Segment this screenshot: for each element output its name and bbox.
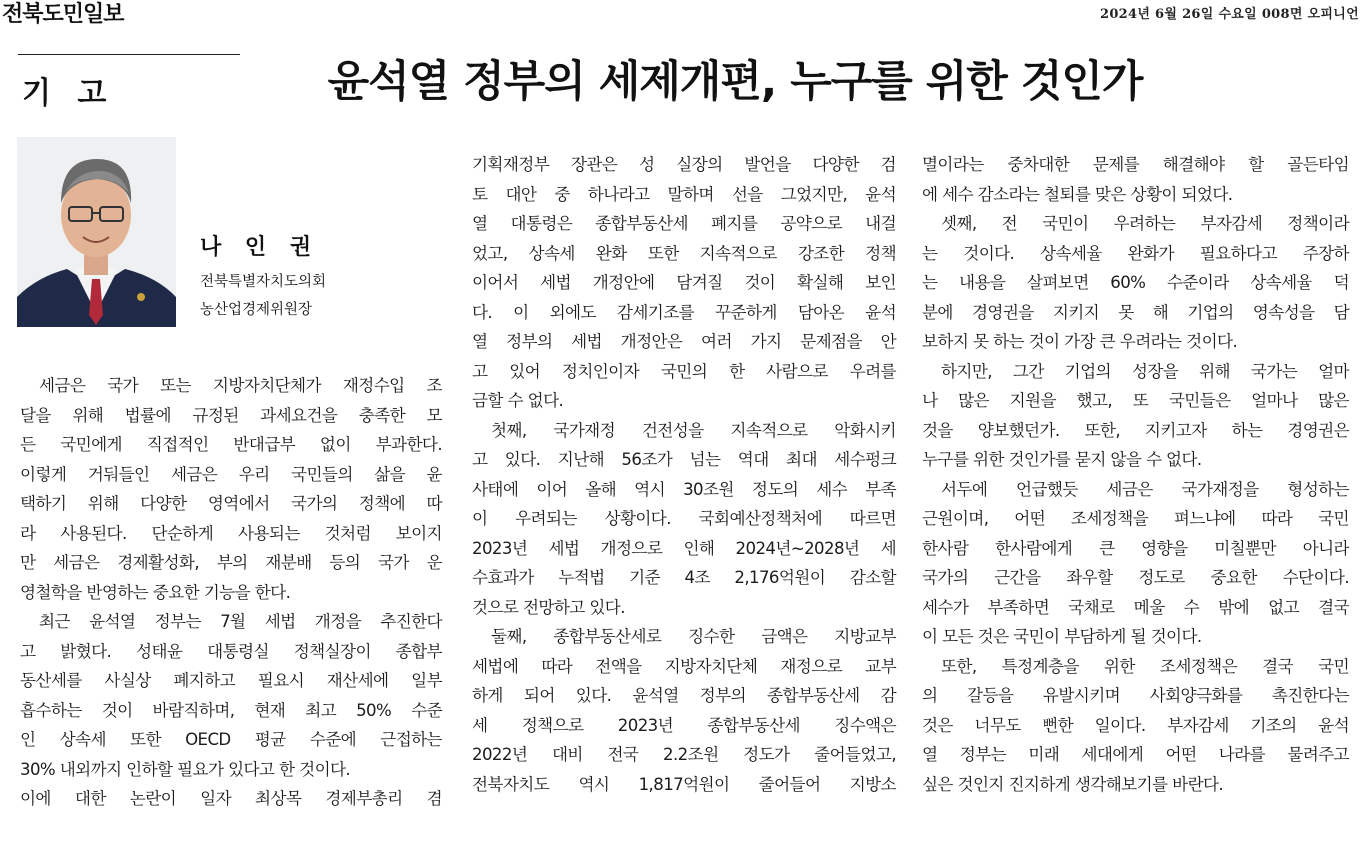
article-text-line: 사태에 이어 올해 역시 30조원 정도의 세수 부족	[472, 479, 896, 499]
article-column-1	[20, 371, 442, 814]
article-text-line: 달을 위해 법률에 규정된 과세요건을 충족한 모	[20, 405, 442, 425]
article-text-line: 하지만, 그간 기업의 성장을 위해 국가는 얼마	[941, 361, 1349, 381]
article-text-line: 국가의 근간을 좌우할 정도로 중요한 수단이다.	[922, 568, 1349, 587]
article-text-line: 것으로 전망하고 있다.	[472, 597, 625, 617]
article-text-line: 세수가 부족하면 국채로 메울 수 밖에 없고 결국	[922, 597, 1349, 617]
article-text-line: 싶은 것인지 진지하게 생각해보기를 바란다.	[922, 774, 1224, 794]
article-text-line: 었고, 상속세 완화 또한 지속적으로 강조한 정책	[472, 243, 896, 263]
issue-info: 2024년 6월 26일 수요일 008면 오피니언	[1099, 7, 1359, 22]
article-text-line: 열 정부는 미래 세대에게 어떤 나라를 물려주고	[922, 745, 1349, 764]
article-text-line: 2023년 세법 개정으로 인해 2024년~2028년 세	[472, 538, 896, 558]
article-text-line: 것은 너무도 뻔한 일이다. 부자감세 기조의 윤석	[922, 715, 1349, 735]
newspaper-logo: 전북도민일보	[2, 1, 124, 27]
article-text-line: 인 상속세 또한 OECD 평균 수준에 근접하는	[20, 730, 442, 749]
article-text-line: 전북자치도 역시 1,817억원이 줄어들어 지방소	[472, 774, 896, 794]
article-text-line: 이에 대한 논란이 일자 최상목 경제부총리 겸	[20, 789, 442, 808]
article-text-line: 라 사용된다. 단순하게 사용되는 것처럼 보이지	[20, 523, 442, 543]
article-text-line: 한사람 한사람에게 큰 영향을 미칠뿐만 아니라	[922, 538, 1349, 558]
article-text-line: 영철학을 반영하는 중요한 기능을 한다.	[20, 582, 291, 602]
article-text-line: 또한, 특정계층을 위한 조세정책은 결국 국민	[941, 656, 1349, 676]
section-label: 기 고	[22, 76, 115, 111]
article-text-line: 열 정부의 세법 개정안은 여러 가지 문제점을 안	[472, 332, 896, 351]
article-text-line: 의 갈등을 유발시키며 사회양극화를 촉진한다는	[922, 686, 1349, 705]
article-text-line: 열 대통령은 종합부동산세 폐지를 공약으로 내걸	[472, 214, 896, 233]
article-text-line: 이렇게 거둬들인 세금은 우리 국민들의 삶을 윤	[20, 464, 442, 484]
article-text-line: 고 있어 정치인이자 국민의 한 사람으로 우려를	[472, 361, 896, 381]
author-portrait-image	[17, 137, 176, 327]
article-text-line: 보하지 못 하는 것이 가장 큰 우려라는 것이다.	[922, 332, 1238, 351]
article-text-line: 기획재정부 장관은 성 실장의 발언을 다양한 검	[472, 155, 896, 174]
article-column-3	[922, 150, 1349, 799]
article-text-line: 든 국민에게 직접적인 반대급부 없이 부과한다.	[20, 435, 442, 454]
author-title	[200, 268, 326, 324]
article-text-line: 세 정책으로 2023년 종합부동산세 징수액은	[472, 715, 896, 735]
article-text-line: 것을 양보했던가. 또한, 지키고자 하는 경영권은	[922, 420, 1349, 440]
article-text-line: 나 많은 지원을 했고, 또 국민들은 얼마나 많은	[922, 391, 1349, 410]
author-title-line: 전북특별자치도의회	[200, 274, 327, 290]
article-text-line: 첫째, 국가재정 건전성을 지속적으로 악화시키	[491, 420, 896, 440]
article-text-line: 하게 되어 있다. 윤석열 정부의 종합부동산세 감	[472, 686, 896, 705]
article-text-line: 토 대안 중 하나라고 말하며 선을 그었지만, 윤석	[472, 184, 896, 204]
article-text-line: 세금은 국가 또는 지방자치단체가 재정수입 조	[39, 376, 442, 395]
article-text-line: 이어서 세법 개정안에 담겨질 것이 확실해 보인	[472, 273, 896, 292]
article-text-line: 택하기 위해 다양한 영역에서 국가의 정책에 따	[20, 494, 442, 513]
article-text-line: 2022년 대비 전국 2.2조원 정도가 줄어들었고,	[472, 745, 896, 764]
article-text-line: 만 세금은 경제활성화, 부의 재분배 등의 국가 운	[20, 553, 442, 572]
article-text-line: 최근 윤석열 정부는 7월 세법 개정을 추진한다	[39, 612, 442, 631]
article-text-line: 수효과가 누적법 기준 4조 2,176억원이 감소할	[472, 568, 896, 587]
article-column-2	[472, 150, 896, 799]
article-text-line: 둘째, 종합부동산세로 징수한 금액은 지방교부	[491, 627, 896, 646]
article-text-line: 근원이며, 어떤 조세정책을 펴느냐에 따라 국민	[922, 509, 1349, 528]
article-text-line: 이 모든 것은 국민이 부담하게 될 것이다.	[922, 627, 1202, 646]
article-text-line: 누구를 위한 것인가를 묻지 않을 수 없다.	[922, 450, 1202, 469]
article-text-line: 금할 수 없다.	[472, 391, 564, 410]
article-text-line: 멸이라는 중차대한 문제를 해결해야 할 골든타임	[922, 155, 1349, 174]
article-text-line: 에 세수 감소라는 철퇴를 맞은 상황이 되었다.	[922, 184, 1233, 204]
article-text-line: 30% 내외까지 인하할 필요가 있다고 한 것이다.	[20, 759, 351, 779]
author-title-line: 농산업경제위원장	[200, 302, 313, 318]
article-text-line: 고 밝혔다. 성태윤 대통령실 정책실장이 종합부	[20, 641, 442, 661]
masthead	[0, 0, 1367, 28]
article-text-line: 셋째, 전 국민이 우려하는 부자감세 정책이라	[941, 214, 1349, 233]
article-text-line: 는 내용을 살펴보면 60% 수준이라 상속세율 덕	[922, 273, 1349, 292]
article-text-line: 흡수하는 것이 바람직하며, 현재 최고 50% 수준	[20, 700, 442, 720]
article-text-line: 고 있다. 지난해 56조가 넘는 역대 최대 세수펑크	[472, 450, 896, 469]
article-text-line: 는 것이다. 상속세율 완화가 필요하다고 주장하	[922, 243, 1349, 263]
section-rule	[18, 54, 240, 55]
article-text-line: 다. 이 외에도 감세기조를 꾸준하게 담아온 윤석	[472, 302, 896, 322]
article-headline: 윤석열 정부의 세제개편, 누구를 위한 것인가	[327, 57, 1143, 107]
article-text-line: 서두에 언급했듯 세금은 국가재정을 형성하는	[941, 479, 1349, 499]
article-text-line: 분에 경영권을 지키지 못 해 기업의 영속성을 담	[922, 302, 1349, 322]
author-photo	[17, 137, 176, 327]
article-text-line: 이 우려되는 상황이다. 국회예산정책처에 따르면	[472, 509, 896, 528]
article-text-line: 세법에 따라 전액을 지방자치단체 재정으로 교부	[472, 656, 896, 676]
article-text-line: 동산세를 사실상 폐지하고 필요시 재산세에 일부	[20, 671, 442, 690]
author-name: 나 인 권	[200, 235, 320, 260]
